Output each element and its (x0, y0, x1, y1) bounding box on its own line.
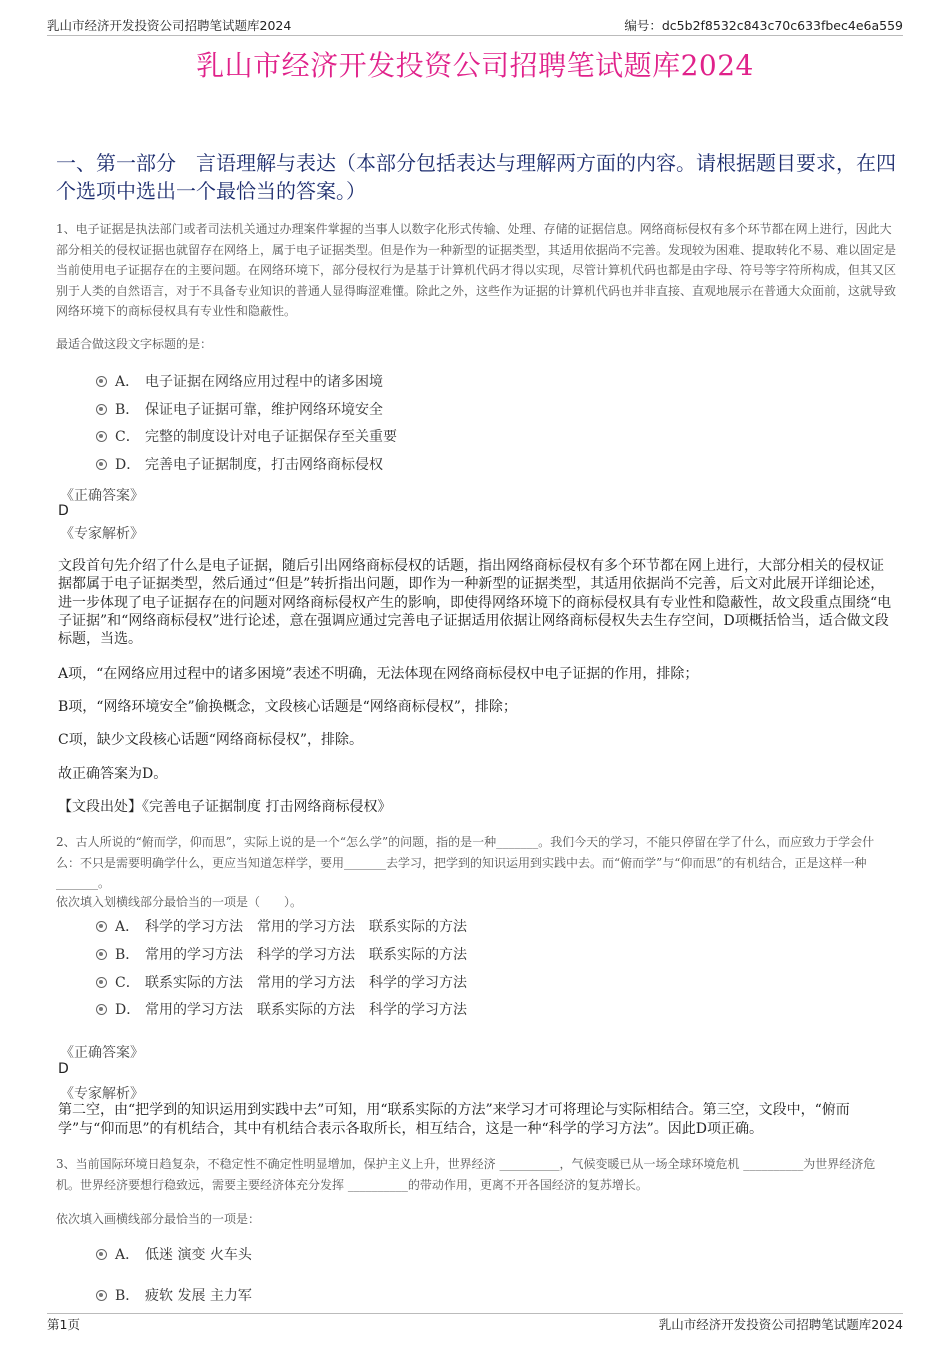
q2-option-a[interactable]: A． 科学的学习方法 常用的学习方法 联系实际的方法 (96, 916, 467, 936)
q1-analysis-c: C项，缺少文段核心话题“网络商标侵权”，排除。 (58, 732, 364, 748)
radio-icon[interactable] (96, 977, 107, 988)
radio-icon[interactable] (96, 459, 107, 470)
q2-prompt: 依次填入划横线部分最恰当的一项是（ ）。 (56, 895, 303, 909)
footer-doc-title: 乳山市经济开发投资公司招聘笔试题库2024 (658, 1317, 903, 1332)
header-divider (47, 35, 903, 36)
page-title: 乳山市经济开发投资公司招聘笔试题库2024 (196, 49, 754, 82)
radio-icon[interactable] (96, 921, 107, 932)
header-doc-id: 编号：dc5b2f8532c843c70c633fbec4e6a559 (624, 18, 903, 33)
radio-icon[interactable] (96, 431, 107, 442)
radio-icon[interactable] (96, 949, 107, 960)
q3-option-b[interactable]: B． 疲软 发展 主力军 (96, 1285, 252, 1305)
q2-option-d[interactable]: D． 常用的学习方法 联系实际的方法 科学的学习方法 (96, 999, 467, 1019)
q1-option-d[interactable]: D． 完善电子证据制度，打击网络商标侵权 (96, 454, 383, 474)
radio-icon[interactable] (96, 404, 107, 415)
footer-divider (47, 1313, 903, 1314)
q1-analysis-conclusion: 故正确答案为D。 (58, 766, 168, 782)
q1-stem: 1、电子证据是执法部门或者司法机关通过办理案件掌握的当事人以数字化形式传输、处理、存储的证据信息。网络商标侵权有多个环节都在网上进行，因此大部分相关的侵权证据也就留存在网络上，属于电子证据类型。但是作为一种新型的证据类型，其适用依据尚不完善。发现较为困难、提取转化不易、难以固定是当前使用电子证据存在的主要问题。在网络环境下，部分侵权行为是基于计算机代码才得以实现，尽管计算机代码也都是由字母、符号等字符所构成，但其又区别于人类的自然语言，对于不具备专业知识的普通人显得晦涩难懂。除此之外，这些作为证据的计算机代码也并非直接、直观地展示在普通大众面前，这就导致网络环境下的商标侵权具有专业性和隐蔽性。 (56, 222, 897, 318)
q2-analysis: 第二空，由“把学到的知识运用到实践中去”可知，用“联系实际的方法”来学习才可将理论与实际相结合。第三空，文段中，“俯而学”与“仰而思”的有机结合，其中有机结合表示各取所长，相互结合，这是一种“科学的学习方法”。因此D项正确。 (58, 1102, 850, 1137)
page-number: 第1页 (47, 1317, 80, 1332)
q1-prompt: 最适合做这段文字标题的是： (56, 337, 213, 351)
radio-icon[interactable] (96, 376, 107, 387)
q1-analysis-label: 《专家解析》 (60, 526, 144, 542)
radio-icon[interactable] (96, 1249, 107, 1260)
q2-stem: 2、古人所说的“俯而学，仰而思”，实际上说的是一个“怎么学”的问题，指的是一种_______。我们今天的学习，不能只停留在学了什么，而应致力于学会什么：不只是需要明确学什么，更应当知道怎样学，要用_______去学习，把学到的知识运用到实践中去。而“俯而学”与“仰而思”的有机结合，正是这样一种_______。 (56, 835, 875, 890)
q2-analysis-label: 《专家解析》 (60, 1086, 144, 1102)
q1-option-a[interactable]: A． 电子证据在网络应用过程中的诸多困境 (96, 371, 383, 391)
q1-option-b[interactable]: B． 保证电子证据可靠，维护网络环境安全 (96, 399, 383, 419)
q1-option-c[interactable]: C． 完整的制度设计对电子证据保存至关重要 (96, 426, 397, 446)
radio-icon[interactable] (96, 1004, 107, 1015)
q1-analysis-main: 文段首句先介绍了什么是电子证据，随后引出网络商标侵权的话题，指出网络商标侵权有多个环节都在网上进行，大部分相关的侵权证据都属于电子证据类型，然后通过“但是”转折指出问题，即作为一种新型的证据类型，其适用依据尚不完善，后文对此展开详细论述，进一步体现了电子证据存在的问题对网络商标侵权产生的影响，即使得网络环境下的商标侵权具有专业性和隐蔽性，故文段重点围绕“电子证据”和“网络商标侵权”进行论述，意在强调应通过完善电子证据适用依据让网络商标侵权失去生存空间，D项概括恰当，适合做文段标题，当选。 (58, 558, 892, 648)
q2-option-b[interactable]: B． 常用的学习方法 科学的学习方法 联系实际的方法 (96, 944, 467, 964)
q1-analysis-b: B项，“网络环境安全”偷换概念，文段核心话题是“网络商标侵权”，排除； (58, 699, 517, 715)
q2-option-c[interactable]: C． 联系实际的方法 常用的学习方法 科学的学习方法 (96, 972, 467, 992)
q3-stem: 3、当前国际环境日趋复杂，不稳定性不确定性明显增加，保护主义上升，世界经济 __________，气候变暖已从一场全球环境危机 __________为世界经济危机。世界经济要想行稳致远，需要主要经济体充分发挥 __________的带动作用，更离不开各国经济的复苏增长。 (56, 1157, 876, 1192)
q3-option-a[interactable]: A． 低迷 演变 火车头 (96, 1244, 252, 1264)
radio-icon[interactable] (96, 1290, 107, 1301)
q2-answer-label: 《正确答案》 (60, 1045, 144, 1061)
q1-answer-label: 《正确答案》 (60, 488, 144, 504)
page-header (47, 14, 903, 34)
section-heading: 一、第一部分 言语理解与表达（本部分包括表达与理解两方面的内容。请根据题目要求，在四个选项中选出一个最恰当的答案。） (56, 151, 896, 203)
header-doc-title: 乳山市经济开发投资公司招聘笔试题库2024 (47, 18, 292, 33)
q3-prompt: 依次填入画横线部分最恰当的一项是： (56, 1212, 261, 1226)
q1-answer: D (58, 503, 69, 519)
q1-analysis-a: A项，“在网络应用过程中的诸多困境”表述不明确，无法体现在网络商标侵权中电子证据的作用，排除； (58, 666, 699, 682)
q2-answer: D (58, 1061, 69, 1077)
q1-analysis-source: 【文段出处】《完善电子证据制度 打击网络商标侵权》 (58, 799, 392, 815)
